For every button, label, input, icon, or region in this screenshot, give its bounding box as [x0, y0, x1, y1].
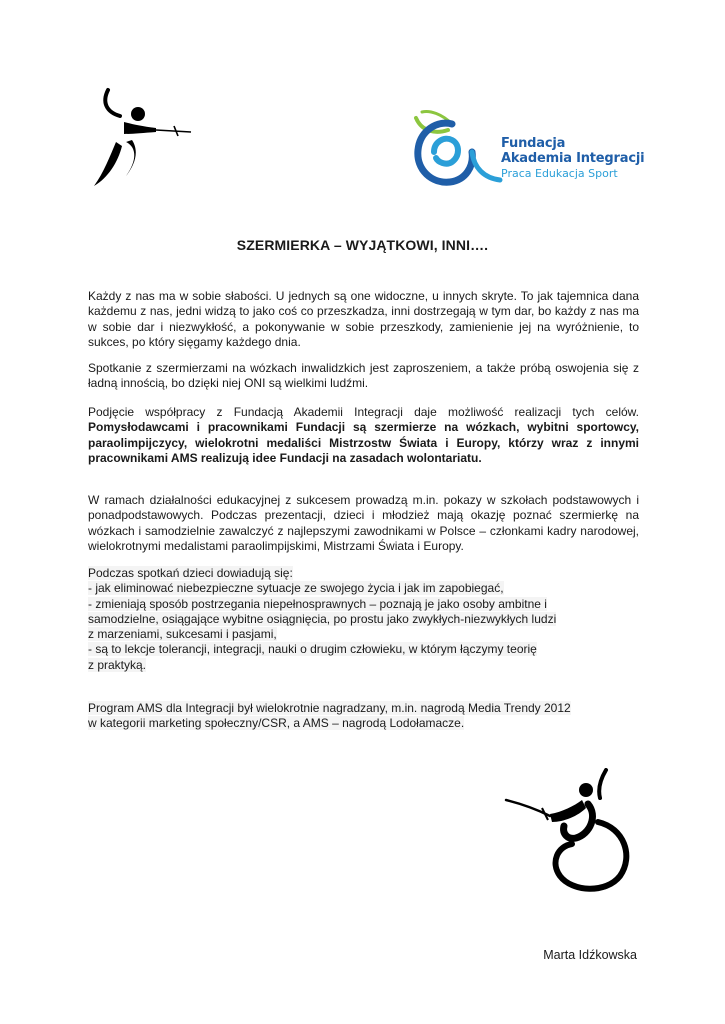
paragraph-cooperation: [88, 405, 639, 466]
foundation-logo-text: [501, 136, 681, 182]
list-line: [88, 642, 639, 657]
fencer-icon: [86, 86, 196, 190]
award-line-text: w kategorii marketing społeczny/CSR, a AMS – nagrodą Lodołamacze.: [88, 716, 465, 731]
wheelchair-fencer-icon: [502, 768, 642, 896]
list-line: [88, 612, 639, 627]
foundation-tagline: Praca Edukacja Sport: [501, 167, 618, 180]
list-line: [88, 627, 639, 642]
cooperation-intro: Podjęcie współpracy z Fundacją Akademii Integracji daje możliwość realizacji tych celów.: [88, 405, 639, 419]
award-line: [88, 716, 639, 731]
list-line: [88, 597, 639, 612]
list-line: [88, 658, 639, 673]
paragraph-weaknesses: Każdy z nas ma w sobie słabości. U jednych są one widoczne, u innych skryte. To jak tajemnica dana każdemu z nas, jedni widzą to jako coś co przeszkadza, inni dostrzegają w tym dar, bo każdy z nas ma w sobie dar i niezwykłość, a pokonywanie w sobie przeszkody, zamienienie jej na wyróżnienie, to sukces, po który sięgamy każdego dnia.: [88, 289, 639, 349]
list-line-text: - jak eliminować niebezpieczne sytuacje ze swojego życia i jak im zapobiegać,: [88, 581, 504, 596]
author-signature: Marta Idźkowska: [543, 948, 637, 962]
paragraph-meeting: Spotkanie z szermierzami na wózkach inwalidzkich jest zaproszeniem, a także próbą oswojenia się z ładną innością, bo dzięki niej ONI są wielkimi ludźmi.: [88, 361, 639, 391]
lessons-list: [88, 566, 639, 673]
foundation-name-line2: Akademia Integracji: [501, 151, 645, 166]
paragraph-education: W ramach działalności edukacyjnej z sukcesem prowadzą m.in. pokazy w szkołach podstawowych i ponadpodstawowych. Podczas prezentacji, dzieci i młodzież mają okazję poznać szermierkę na wózkach i samodzielnie zawalczyć z najlepszymi zawodnikami w Polsce – członkami kadry narodowej, wielokrotnymi medalistami paraolimpijskimi, Mistrzami Świata i Europy.: [88, 493, 639, 553]
award-paragraph: [88, 701, 639, 732]
foundation-logo-icon: [408, 106, 508, 192]
document-title: SZERMIERKA – WYJĄTKOWI, INNI….: [236, 237, 489, 253]
list-line-text: samodzielne, osiągające wybitne osiągnięcia, po prostu jako zwykłych-niezwykłych ludzi: [88, 611, 557, 626]
list-line-text: z praktyką.: [88, 657, 147, 672]
award-line-text: Program AMS dla Integracji był wielokrotnie nagradzany, m.in. nagrodą Media Trendy 2012: [88, 701, 571, 715]
foundation-name-line1: Fundacja: [501, 136, 566, 151]
award-line: [88, 701, 639, 716]
cooperation-founders: Pomysłodawcami i pracownikami Fundacji są szermierze na wózkach, wybitni sportowcy, paraolimpijczycy, wielokrotni medaliści Mistrzostw Świata i Europy, którzy wraz z innymi pracownikami AMS realizują idee Fundacji na zasadach wolontariatu.: [88, 420, 639, 465]
list-line-text: Podczas spotkań dzieci dowiadują się:: [88, 566, 293, 580]
list-line-text: - są to lekcje tolerancji, integracji, nauki o drugim człowieku, w którym łączymy teorię: [88, 642, 537, 657]
list-line: [88, 566, 639, 581]
list-line-text: - zmieniają sposób postrzegania niepełnosprawnych – poznają je jako osoby ambitne i: [88, 596, 547, 611]
list-line-text: z marzeniami, sukcesami i pasjami,: [88, 627, 277, 642]
list-line: [88, 581, 639, 596]
